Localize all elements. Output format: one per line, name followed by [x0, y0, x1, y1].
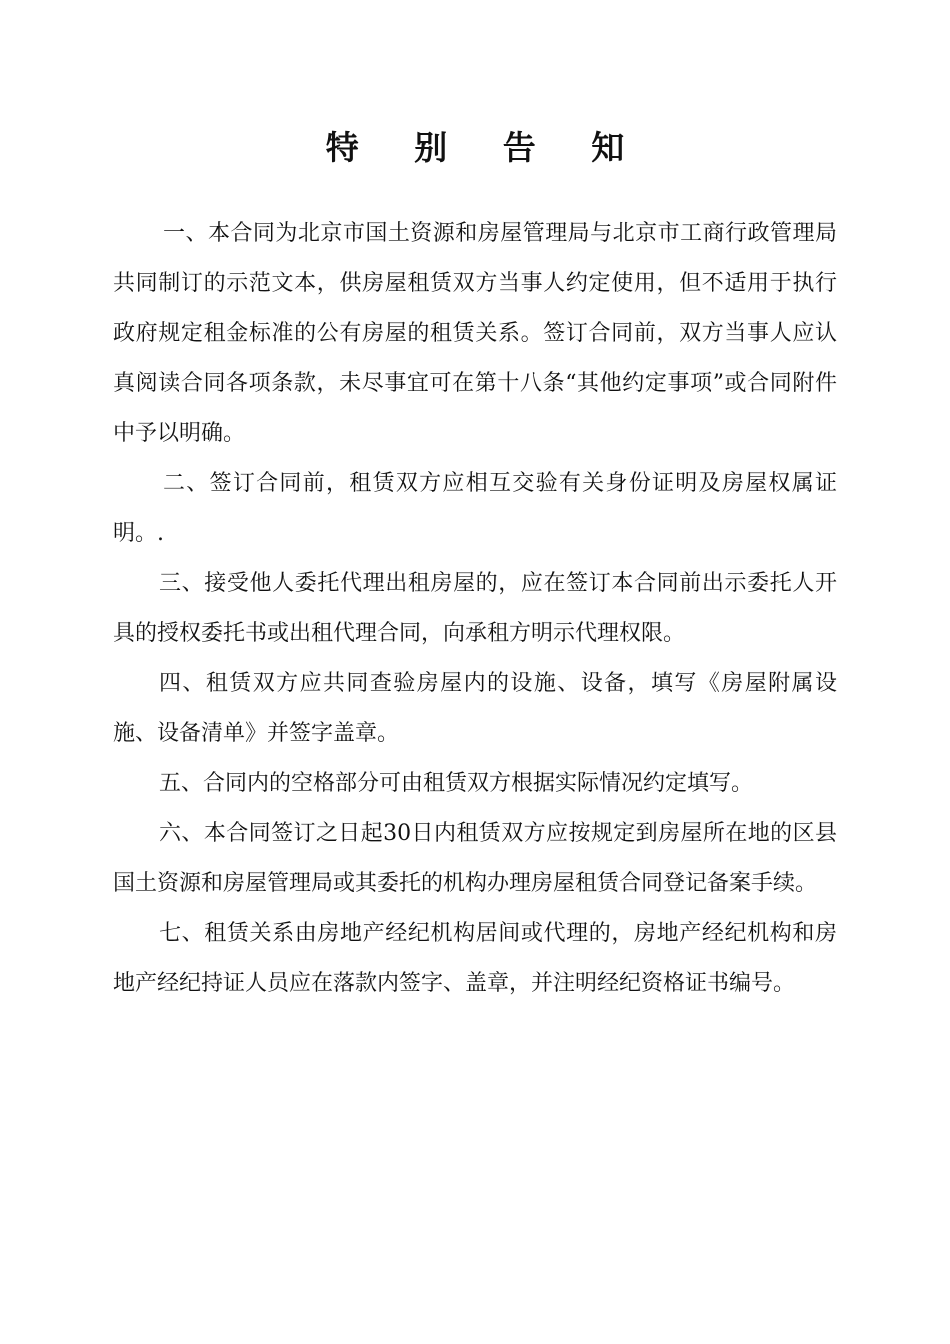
document-body — [113, 209, 837, 1009]
paragraph-6: 六、本合同签订之日起30日内租赁双方应按规定到房屋所在地的区县国土资源和房屋管理局或其委托的机构办理房屋租赁合同登记备案手续。 — [113, 821, 837, 896]
paragraph-7: 七、租赁关系由房地产经纪机构居间或代理的，房地产经纪机构和房地产经纪持证人员应在落款内签字、盖章，并注明经纪资格证书编号。 — [113, 921, 837, 996]
paragraph-5: 五、合同内的空格部分可由租赁双方根据实际情况约定填写。 — [159, 771, 754, 796]
paragraph-1: 一、本合同为北京市国土资源和房屋管理局与北京市工商行政管理局共同制订的示范文本，供房屋租赁双方当事人约定使用，但不适用于执行政府规定租金标准的公有房屋的租赁关系。签订合同前，双方当事人应认真阅读合同各项条款，未尽事宜可在第十八条“其他约定事项”或合同附件中予以明确。 — [113, 221, 837, 446]
document-title: 特 别 告 知 — [325, 128, 647, 167]
paragraph-2: 二、签订合同前，租赁双方应相互交验有关身份证明及房屋权属证明。. — [113, 471, 837, 546]
paragraph-3: 三、接受他人委托代理出租房屋的，应在签订本合同前出示委托人开具的授权委托书或出租代理合同，向承租方明示代理权限。 — [113, 571, 837, 646]
paragraph-4: 四、租赁双方应共同查验房屋内的设施、设备，填写《房屋附属设施、设备清单》并签字盖章。 — [113, 671, 837, 746]
